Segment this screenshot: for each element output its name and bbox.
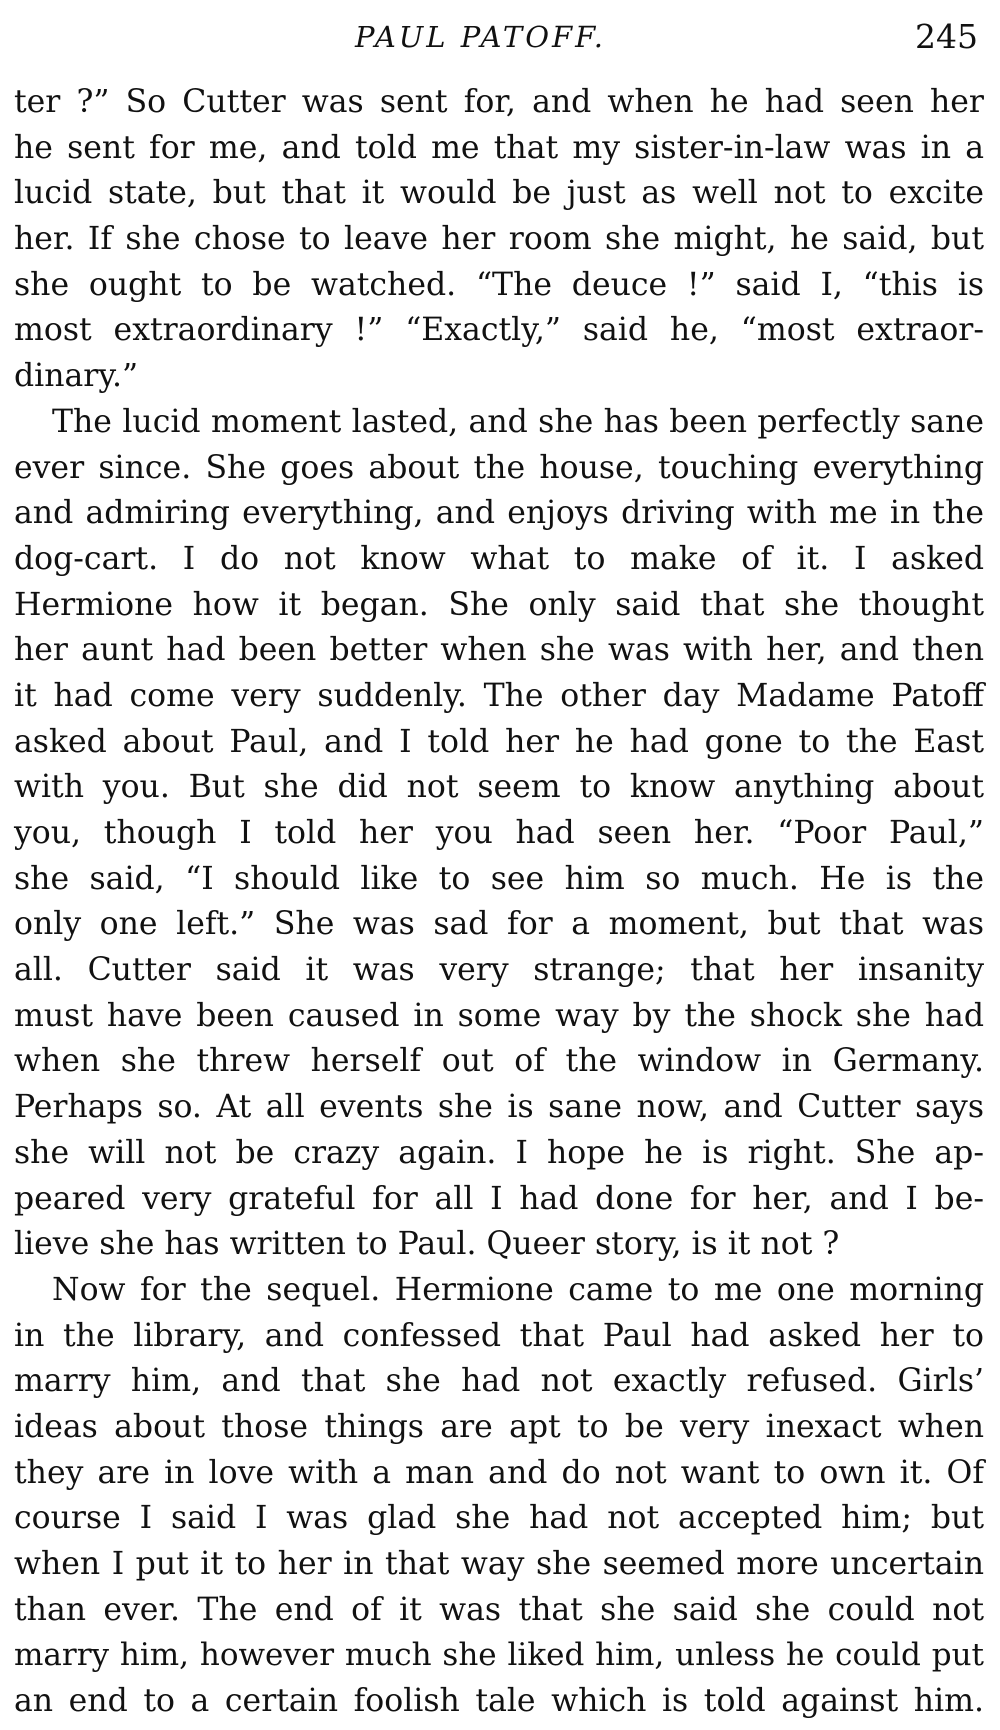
running-head (0, 12, 1000, 62)
page-number: 245 (915, 17, 978, 56)
running-head-title: PAUL PATOFF. (355, 20, 606, 54)
text-line: asked about Paul, and I told her he had gone to the East (14, 723, 984, 760)
text-line: dinary.” (14, 358, 139, 395)
text-line: dog-cart. I do not know what to make of it. I asked (14, 540, 984, 577)
text-line: her. If she chose to leave her room she might, he said, but (14, 221, 984, 258)
text-line: you, though I told her you had seen her. “Poor Paul,” (14, 815, 984, 851)
text-line: ever since. She goes about the house, touching everything (14, 449, 984, 486)
text-line: her aunt had been better when she was with her, and then (14, 632, 984, 669)
text-line: an end to a certain foolish tale which is told against him. (14, 1683, 984, 1720)
text-line: peared very grateful for all I had done for her, and I be- (14, 1180, 984, 1217)
text-line: only one left.” She was sad for a moment, but that was (14, 906, 984, 943)
text-line: Now for the sequel. Hermione came to me one morning (52, 1271, 984, 1308)
text-line: lieve she has written to Paul. Queer story, is it not ? (14, 1226, 840, 1263)
text-line: when she threw herself out of the window in Germany. (14, 1043, 984, 1080)
text-line: all. Cutter said it was very strange; that her insanity (14, 952, 984, 989)
text-line: course I said I was glad she had not accepted him; but (14, 1500, 984, 1537)
text-line: than ever. The end of it was that she said she could not (14, 1591, 984, 1628)
text-line: lucid state, but that it would be just as well not to excite (14, 175, 984, 212)
text-line: she ought to be watched. “The deuce !” said I, “this is (14, 266, 984, 303)
text-line: she said, “I should like to see him so much. He is the (14, 860, 984, 897)
text-line: it had come very suddenly. The other day Madame Patoff (14, 677, 984, 714)
text-line: in the library, and confessed that Paul had asked her to (14, 1317, 984, 1354)
text-line: Perhaps so. At all events she is sane now, and Cutter says (14, 1089, 984, 1126)
text-line: Hermione how it began. She only said that she thought (14, 586, 984, 623)
text-line: when I put it to her in that way she seemed more uncertain (14, 1546, 984, 1582)
text-line: marry him, and that she had not exactly refused. Girls’ (14, 1363, 984, 1400)
text-line: ideas about those things are apt to be very inexact when (14, 1408, 984, 1445)
text-line: she will not be crazy again. I hope he is right. She ap- (14, 1134, 984, 1171)
text-line: he sent for me, and told me that my sister-in-law was in a (14, 129, 984, 166)
text-line: and admiring everything, and enjoys driving with me in the (14, 495, 984, 532)
text-line: The lucid moment lasted, and she has been perfectly sane (52, 403, 984, 440)
text-line: marry him, however much she liked him, unless he could put (14, 1637, 984, 1674)
text-line: most extraordinary !” “Exactly,” said he, “most extraor- (14, 312, 984, 349)
body-text (14, 80, 984, 1725)
text-line: must have been caused in some way by the shock she had (14, 997, 984, 1034)
text-line: with you. But she did not seem to know anything about (14, 769, 984, 806)
text-line: ter ?” So Cutter was sent for, and when he had seen her (14, 84, 984, 120)
text-line: they are in love with a man and do not want to own it. Of (14, 1454, 984, 1491)
